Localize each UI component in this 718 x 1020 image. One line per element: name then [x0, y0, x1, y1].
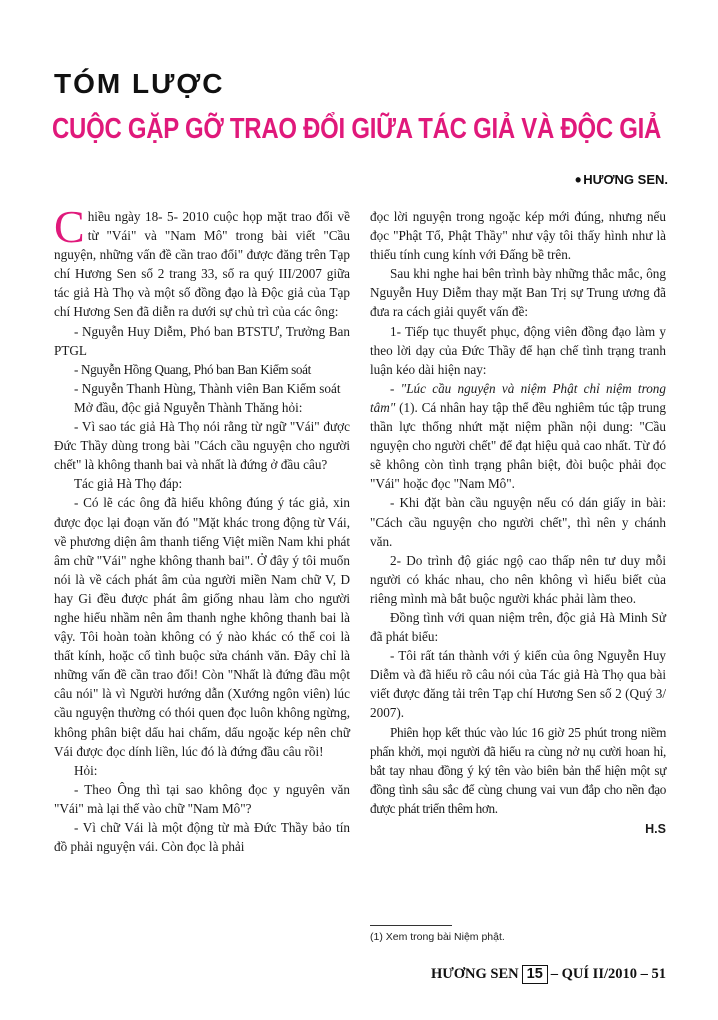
paragraph: - Vì sao tác giả Hà Thọ nói rằng từ ngữ "Vái" được Đức Thầy dùng trong bài "Cách cầu nguyện cho người chết" là không thanh bai và nhất là đứng ở đầu câu?: [54, 419, 350, 473]
author-name: HƯƠNG SEN.: [583, 172, 668, 187]
paragraph: - Tôi rất tán thành với ý kiến của ông Nguyễn Huy Diễm và đã hiểu rõ câu nói của Tác giả Hà Thọ qua bài viết được đăng tải trên Tạp chí Hương Sen số 2 (Quý 3/ 2007).: [370, 648, 666, 721]
paragraph: - Có lẽ các ông đã hiểu không đúng ý tác giả, xin được đọc lại đoạn văn đó "Mặt khác trong động từ Vái, về phương diện âm thanh tiếng Việt miền Nam khi phát âm chữ "Vái" nghe không thanh bai". Ở đây ý tôi muốn nói là về cách phát âm của người miền Nam chữ V, D hay Gi đều được phát âm giống nhau làm cho người nghe hiểu nhầm nên âm thanh nghe không thanh bai là vậy. Tôi hoàn toàn không có ý nào khác có thể coi là thất kính, hoặc cố tình buộc sửa chánh văn. Đây chỉ là những vấn đề cần trao đổi! Còn "Nhất là đứng đầu một câu nói" là vì Người hướng dẫn (Xướng ngôn viên) lúc cầu nguyện thường có thói quen đọc luôn không ngừng, không phân biệt dấu hai chấm, dấu ngoặc kép nên chữ Vái được đọc dính liền, lúc đó là đứng đầu câu rồi!: [54, 495, 350, 759]
quoted-teaching: "Lúc cầu nguyện và niệm Phật chỉ niệm trong tâm": [370, 380, 666, 415]
right-column: [370, 207, 666, 839]
paragraph: - Nguyễn Huy Diễm, Phó ban BTSTƯ, Trưởng Ban PTGL: [54, 323, 350, 358]
paragraph: Mở đầu, độc giả Nguyễn Thành Thăng hỏi:: [74, 399, 303, 415]
footnote-divider: [370, 925, 452, 926]
author-byline: [575, 170, 668, 191]
page-footer: [431, 965, 666, 984]
paragraph: Phiên họp kết thúc vào lúc 16 giờ 25 phút trong niềm phấn khởi, mọi người đã hiểu ra cùng nở nụ cười hoan hỉ, bắt tay nhau đồng ý ký tên vào biên bản thể hiện một sự đồng tình sâu sắc để cùng chung vai vun đắp cho nền đạo được phát triển thêm hơn.: [370, 724, 666, 816]
paragraph: 1- Tiếp tục thuyết phục, động viên đồng đạo làm y theo lời dạy của Đức Thầy để hạn chế tình trạng tranh luận kéo dài hiện nay:: [370, 323, 666, 377]
paragraph: Sau khi nghe hai bên trình bày những thắc mắc, ông Nguyễn Huy Diễm thay mặt Ban Trị sự Trung ương đã đưa ra cách giải quyết vấn đề:: [370, 266, 666, 320]
paragraph: - Vì chữ Vái là một động từ mà Đức Thầy bảo tín đồ phải nguyện vái. Còn đọc là phải: [54, 820, 350, 855]
left-column: [54, 201, 350, 856]
paragraph: - Nguyễn Hồng Quang, Phó ban Ban Kiểm soát: [74, 361, 311, 377]
issue-period: – QUÍ II/2010 – 51: [550, 966, 666, 982]
section-kicker: TÓM LƯỢC: [54, 68, 225, 99]
paragraph: - Khi đặt bàn cầu nguyện nếu có dán giấy in bài: "Cách cầu nguyện cho người chết", thì nên y chánh văn.: [370, 495, 666, 549]
signature: H.S: [645, 822, 666, 836]
magazine-name: HƯƠNG SEN: [430, 966, 519, 982]
paragraph-intro: Chiều ngày 18- 5- 2010 cuộc họp mặt trao đổi về từ "Vái" và "Nam Mô" trong bài viết "Cầu nguyện, những vấn đề cần trao đổi" được đăng trên Tạp chí Hương Sen số 2 trang 33, số ra quý III/2007 giữa tác giả Hà Thọ và một số đồng đạo là Độc giả của Tạp chí Hương Sen đã diễn ra dưới sự chủ trì của các ông:: [54, 201, 350, 320]
paragraph: - Theo Ông thì tại sao không đọc y nguyên văn "Vái" mà lại thế vào chữ "Nam Mô"?: [54, 781, 350, 816]
footnote: (1) Xem trong bài Niệm phật.: [370, 931, 505, 943]
paragraph: Đồng tình với quan niệm trên, độc giả Hà Minh Sử đã phát biểu:: [370, 609, 666, 645]
article-title: CUỘC GẶP GỠ TRAO ĐỔI GIỮA TÁC GIẢ VÀ ĐỘC GIẢ: [52, 113, 662, 145]
issue-number: 15: [522, 965, 548, 984]
paragraph: Hỏi:: [74, 762, 98, 778]
paragraph: - Nguyễn Thanh Hùng, Thành viên Ban Kiểm soát: [74, 380, 341, 396]
dropcap: C: [54, 201, 85, 252]
paragraph: - "Lúc cầu nguyện và niệm Phật chỉ niệm trong tâm" (1). Cá nhân hay tập thể đều nghiêm túc tập trung thần lực thống nhứt mặt niệm phần nội dung: "Cầu nguyện cho người chết" để đạt hiệu quả cao nhất. Từ đó sẽ không còn tình trạng phân biệt, đòi buộc phải đọc "Vái" hoặc đọc "Nam Mô".: [370, 380, 666, 492]
bullet-icon: •: [574, 170, 582, 190]
paragraph: đọc lời nguyện trong ngoặc kép mới đúng, nhưng nếu đọc "Phật Tổ, Phật Thầy" như vậy tôi thấy hình như là thiếu tính cung kính với Đấng bề trên.: [370, 209, 666, 263]
paragraph: 2- Do trình độ giác ngộ cao thấp nên tư duy mỗi người có khác nhau, cho nên không vì hiểu biết của riêng mình mà bắt buộc người khác phải làm theo.: [370, 552, 666, 606]
paragraph: Tác giả Hà Thọ đáp:: [74, 476, 183, 492]
